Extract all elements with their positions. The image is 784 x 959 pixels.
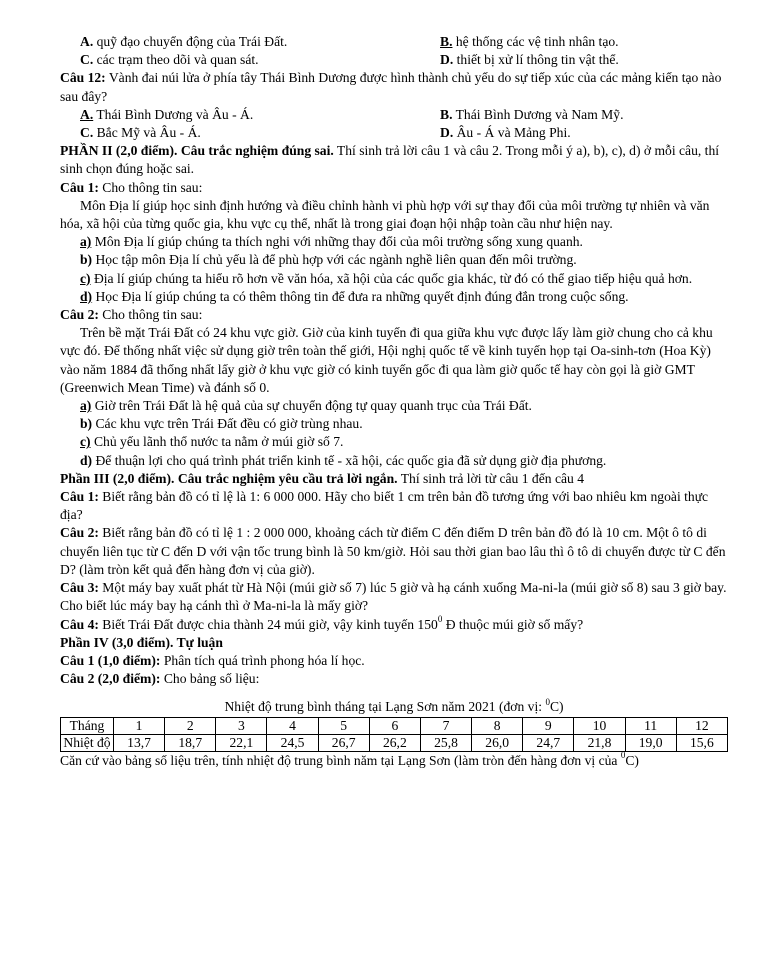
part3-heading <box>60 470 728 488</box>
section-instructions: Thí sinh trả lời câu 1 và câu 2. Trong mỗi ý a), b), c), d) ở mỗi câu, thí sinh chọn đúng hoặc sai. <box>60 143 720 177</box>
option-b <box>440 106 728 124</box>
question-label: Câu 1 (1,0 điểm): <box>60 652 161 668</box>
month-row <box>61 717 728 734</box>
month-cell: 12 <box>676 717 727 734</box>
temperature-cell: 22,1 <box>216 734 267 751</box>
temperature-cell: 24,7 <box>523 734 574 751</box>
row-header: Tháng <box>61 717 114 734</box>
question-label: Câu 1: <box>60 489 99 505</box>
question-label: Câu 3: <box>60 580 99 596</box>
option-text: Bắc Mỹ và Âu - Á. <box>93 125 201 141</box>
statement-a <box>60 397 728 415</box>
statement-text: Học tập môn Địa lí chủ yếu là để phù hợp với các ngành nghề liên quan đến môi trường. <box>92 252 577 268</box>
question-text: Cho thông tin sau: <box>98 307 203 323</box>
exam-page <box>60 33 728 770</box>
passage: Môn Địa lí giúp học sinh định hướng và điều chỉnh hành vi phù hợp với sự thay đổi của môi trường tự nhiên và văn hóa, xã hội của từng quốc gia, khu vực cụ thể, nhất là trong giai đoạn hội nhập toàn cầu như hiện nay. <box>60 197 710 232</box>
option-key-answer: B. <box>440 34 453 49</box>
part2-question-1 <box>60 179 728 197</box>
row-header: Nhiệt độ <box>61 734 114 751</box>
temperature-row <box>61 734 728 751</box>
section-instructions: Thí sinh trả lời từ câu 1 đến câu 4 <box>397 470 585 486</box>
statement-key: a) <box>80 234 92 250</box>
table-title-text: Nhiệt độ trung bình tháng tại Lạng Sơn năm 2021 (đơn vị: <box>224 699 546 715</box>
statement-d <box>60 288 728 306</box>
temperature-cell: 25,8 <box>420 734 471 751</box>
note-unit: C) <box>625 752 639 768</box>
part2-heading <box>60 142 728 178</box>
temperature-cell: 26,7 <box>318 734 369 751</box>
question-label: Câu 2: <box>60 307 99 323</box>
month-cell: 4 <box>267 717 318 734</box>
question-text: Biết rằng bản đồ có tỉ lệ 1 : 2 000 000, khoảng cách từ điểm C đến điểm D trên bản đồ đó là 10 cm. Một ô tô di chuyển liên tục từ C đến D với vận tốc trung bình là 50 km/giờ. Hỏi sau thời gian bao lâu thì ô tô di chuyển được từ C đến D? (làm tròn kết quả đến hàng đơn vị của giờ). <box>60 525 726 577</box>
option-text: thiết bị xử lí thông tin vật thể. <box>453 52 619 68</box>
month-cell: 10 <box>574 717 625 734</box>
part3-question-2 <box>60 524 728 579</box>
table-note <box>60 749 728 770</box>
month-cell: 2 <box>165 717 216 734</box>
section-title: Phần IV (3,0 điểm). Tự luận <box>60 634 223 650</box>
question-text: Biết Trái Đất được chia thành 24 múi giờ, vậy kinh tuyến 150 <box>98 616 438 632</box>
section-title: PHẦN II (2,0 điểm). Câu trắc nghiệm đúng sai. <box>60 143 334 159</box>
degree-sup: 0 <box>620 749 626 760</box>
temperature-cell: 21,8 <box>574 734 625 751</box>
option-a <box>80 33 440 51</box>
statement-key: b) <box>80 252 93 268</box>
temperature-cell: 15,6 <box>676 734 727 751</box>
option-c <box>80 51 440 69</box>
month-cell: 6 <box>369 717 420 734</box>
question-label: Câu 2 (2,0 điểm): <box>60 671 161 687</box>
month-cell: 5 <box>318 717 369 734</box>
statement-key: c) <box>80 434 91 450</box>
passage: Trên bề mặt Trái Đất có 24 khu vực giờ. Giờ của kinh tuyến đi qua giữa khu vực được lấy làm giờ chung cho cả khu vực đó. Để thống nhất việc sử dụng giờ trên toàn thế giới, Hội nghị quốc tế về kinh tuyến họp tại Oa-sinh-tơn (Hoa Kỳ) vào năm 1884 đã thống nhất lấy giờ ở khu vực giờ có kinh tuyến gốc đi qua làm giờ quốc tế hay còn gọi là giờ GMT (Greenwich Mean Time) và đánh số 0. <box>60 325 713 395</box>
question-text: Cho thông tin sau: <box>98 179 203 195</box>
question-text: Đ thuộc múi giờ số mấy? <box>442 616 584 632</box>
option-d <box>440 124 728 142</box>
statement-text: Để thuận lợi cho quá trình phát triển kinh tế - xã hội, các quốc gia đã sử dụng giờ địa phương. <box>92 452 607 468</box>
option-text: quỹ đạo chuyển động của Trái Đất. <box>93 34 288 49</box>
temperature-table <box>60 717 728 752</box>
part3-question-1 <box>60 488 728 524</box>
statement-key: b) <box>80 416 93 432</box>
option-key: D. <box>440 52 454 68</box>
month-cell: 7 <box>420 717 471 734</box>
month-cell: 1 <box>114 717 165 734</box>
part4-heading <box>60 634 728 652</box>
temperature-cell: 24,5 <box>267 734 318 751</box>
temperature-cell: 26,0 <box>472 734 523 751</box>
statement-text: Các khu vực trên Trái Đất đều có giờ trùng nhau. <box>92 416 363 432</box>
option-text: Âu - Á và Mảng Phi. <box>453 125 571 141</box>
month-cell: 9 <box>523 717 574 734</box>
option-text: các trạm theo dõi và quan sát. <box>93 52 259 68</box>
month-cell: 3 <box>216 717 267 734</box>
q12-options-row2 <box>60 124 728 142</box>
question-text: Biết rằng bản đồ có tỉ lệ là 1: 6 000 000. Hãy cho biết 1 cm trên bản đồ tương ứng với bao nhiêu km ngoài thực địa? <box>60 489 709 523</box>
statement-text: Học Địa lí giúp chúng ta có thêm thông tin để đưa ra những quyết định đúng đắn trong cuộc sống. <box>92 288 629 304</box>
statement-c <box>60 270 728 288</box>
part4-question-2 <box>60 670 728 688</box>
month-cell: 11 <box>625 717 676 734</box>
table-title <box>60 698 728 716</box>
option-key: A. <box>80 34 94 49</box>
note-text: Căn cứ vào bảng số liệu trên, tính nhiệt độ trung bình năm tại Lạng Sơn (làm tròn đến hàng đơn vị của <box>60 752 621 768</box>
option-text: Thái Bình Dương và Âu - Á. <box>93 106 254 122</box>
option-b <box>440 33 728 51</box>
option-key: B. <box>440 106 453 122</box>
q11-options-row1 <box>60 33 728 51</box>
option-key-answer: A. <box>80 106 94 122</box>
part4-question-1 <box>60 652 728 670</box>
statement-b <box>60 415 728 433</box>
question-label: Câu 12: <box>60 70 106 86</box>
question-text: Một máy bay xuất phát từ Hà Nội (múi giờ số 7) lúc 5 giờ và hạ cánh xuống Ma-ni-la (múi giờ số 8) sau 3 giờ bay. Cho biết lúc máy bay hạ cánh thì ở Ma-ni-la là mấy giờ? <box>60 580 727 614</box>
statement-text: Địa lí giúp chúng ta hiểu rõ hơn về văn hóa, xã hội của các quốc gia khác, từ đó có thể giao tiếp hiệu quả hơn. <box>90 270 693 286</box>
part2-question-2 <box>60 306 728 324</box>
month-cell: 8 <box>472 717 523 734</box>
statement-key: d) <box>80 288 93 304</box>
option-text: Thái Bình Dương và Nam Mỹ. <box>452 106 624 122</box>
question-text: Cho bảng số liệu: <box>160 671 260 687</box>
statement-text: Giờ trên Trái Đất là hệ quả của sự chuyển động tự quay quanh trục của Trái Đất. <box>91 398 532 414</box>
statement-text: Chủ yếu lãnh thổ nước ta nằm ở múi giờ số 7. <box>90 434 344 450</box>
statement-a <box>60 233 728 251</box>
question-label: Câu 4: <box>60 616 99 632</box>
statement-d <box>60 452 728 470</box>
question-label: Câu 2: <box>60 525 99 541</box>
part3-question-3 <box>60 579 728 615</box>
option-c <box>80 124 440 142</box>
statement-key: a) <box>80 398 92 414</box>
statement-c <box>60 433 728 451</box>
statement-key: c) <box>80 270 91 286</box>
option-key: C. <box>80 125 94 141</box>
temperature-cell: 19,0 <box>625 734 676 751</box>
section-title: Phần III (2,0 điểm). Câu trắc nghiệm yêu cầu trả lời ngắn. <box>60 470 398 486</box>
degree-sup: 0 <box>437 613 443 624</box>
statement-key: d) <box>80 452 93 468</box>
statement-text: Môn Địa lí giúp chúng ta thích nghi với những thay đổi của môi trường sống xung quanh. <box>91 234 583 250</box>
q12-options-row1 <box>60 106 728 124</box>
question-label: Câu 1: <box>60 179 99 195</box>
question-text: Vành đai núi lửa ở phía tây Thái Bình Dương được hình thành chủ yếu do sự tiếp xúc của các mảng kiến tạo nào sau đây? <box>60 70 722 104</box>
q11-options-row2 <box>60 51 728 69</box>
statement-b <box>60 251 728 269</box>
temperature-cell: 13,7 <box>114 734 165 751</box>
option-d <box>440 51 728 69</box>
option-text: hệ thống các vệ tinh nhân tạo. <box>452 34 619 49</box>
part3-question-4 <box>60 613 728 634</box>
temperature-cell: 26,2 <box>369 734 420 751</box>
option-key: C. <box>80 52 94 68</box>
question-text: Phân tích quá trình phong hóa lí học. <box>160 652 365 668</box>
temperature-cell: 18,7 <box>165 734 216 751</box>
degree-sup: 0 <box>545 696 550 707</box>
question-12 <box>60 69 728 105</box>
option-key: D. <box>440 125 454 141</box>
option-a <box>80 106 440 124</box>
table-title-unit: C) <box>549 699 564 715</box>
